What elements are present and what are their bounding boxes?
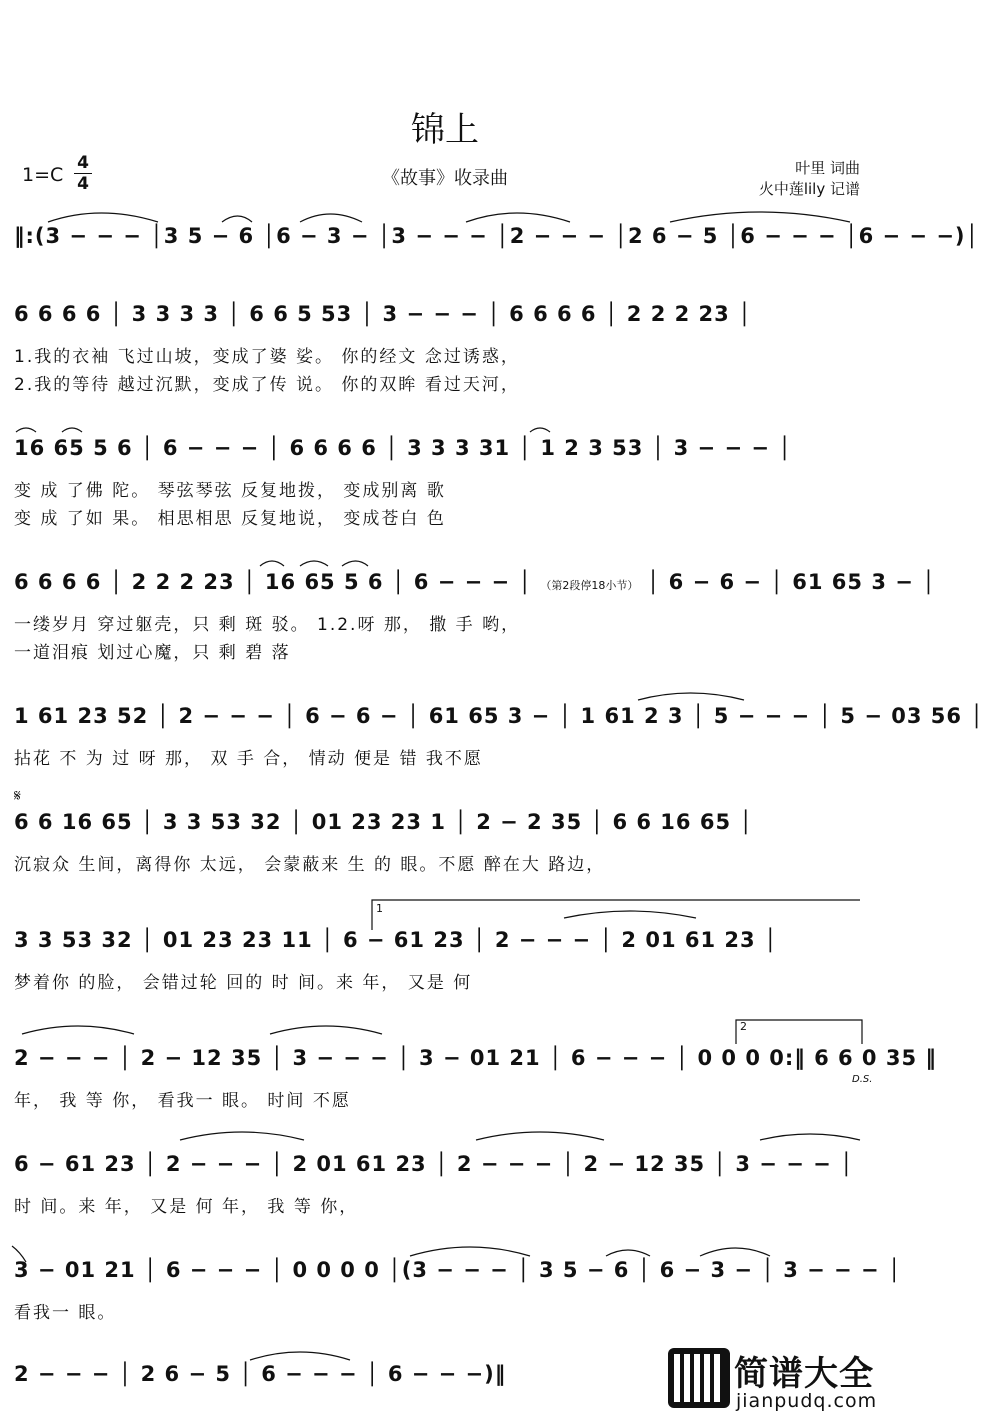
slur — [48, 213, 158, 222]
slur — [476, 1132, 604, 1140]
lyric-line-4b: 一道泪痕 划过心魔，只 剩 碧 落 — [14, 643, 291, 663]
score-line-5: 1 61 23 52 │ 2 − − − │ 6 − 6 − │ 61 65 3 − │ 1 61 2 3 │ 5 − − − │ 5 − 03 56 │ — [14, 704, 984, 728]
slur — [638, 693, 744, 700]
slur — [250, 1352, 350, 1360]
volta-2-label: 2 — [740, 1020, 747, 1033]
score-line-11: 2 − − − │ 2 6 − 5 │ 6 − − − │ 6 − − −)‖ — [14, 1362, 507, 1386]
score-line-3: 16 65 5 6 │ 6 − − − │ 6 6 6 6 │ 3 3 3 31 │ 1 2 3 53 │ 3 − − − │ — [14, 436, 792, 460]
score-line-4 — [14, 570, 936, 596]
credits — [759, 158, 860, 200]
slur — [16, 428, 36, 432]
slur — [270, 1026, 382, 1034]
slur — [564, 911, 696, 918]
watermark-name: 简谱大全 — [734, 1354, 874, 1394]
slur — [300, 214, 362, 222]
segno-mark: 𝄋 — [14, 786, 21, 805]
volta-2-bracket — [736, 1020, 862, 1044]
lyric-line-2b: 2.我的等待 越过沉默，变成了传 说。 你的双眸 看过天河， — [14, 375, 520, 395]
slur — [180, 1132, 304, 1140]
score-line-9: 6 − 61 23 │ 2 − − − │ 2 01 61 23 │ 2 − − − │ 2 − 12 35 │ 3 − − − │ — [14, 1152, 854, 1176]
slur — [466, 213, 570, 222]
volta-1-label: 1 — [376, 902, 383, 915]
score-line-8: 2 − − − │ 2 − 12 35 │ 3 − − − │ 3 − 01 21 │ 6 − − − │ 0 0 0 0:‖ 6 6 0 35 ‖ — [14, 1046, 937, 1070]
ds-mark: D.S. — [852, 1074, 873, 1085]
score-line-2: 6 6 6 6 │ 3 3 3 3 │ 6 6 5 53 │ 3 − − − │ 6 6 6 6 │ 2 2 2 23 │ — [14, 302, 752, 326]
meter-bottom: 4 — [77, 174, 89, 194]
slur — [62, 428, 82, 432]
score-line-7: 3 3 53 32 │ 01 23 23 11 │ 6 − 61 23 │ 2 − − − │ 2 01 61 23 │ — [14, 928, 778, 952]
score-line-6: 6 6 16 65 │ 3 3 53 32 │ 01 23 23 1 │ 2 − 2 35 │ 6 6 16 65 │ — [14, 810, 754, 834]
slur — [670, 212, 850, 222]
lyric-line-9: 时 间。来 年， 又是 何 年， 我 等 你， — [14, 1197, 359, 1217]
slur — [300, 561, 328, 566]
watermark-url: jianpudq.com — [736, 1390, 878, 1412]
transcriber-credit: 火中莲lily 记谱 — [758, 180, 860, 198]
slur — [410, 1247, 530, 1256]
volta-1-bracket — [372, 900, 860, 930]
lyric-line-5: 拈花 不 为 过 呀 那， 双 手 合， 情动 便是 错 我不愿 — [14, 749, 483, 769]
score-title: 锦上 — [411, 110, 479, 150]
piano-icon — [668, 1348, 730, 1408]
slur — [342, 561, 368, 566]
slur — [222, 216, 252, 222]
time-signature — [74, 154, 92, 193]
slur — [530, 428, 550, 432]
lyric-line-4a: 一缕岁月 穿过躯壳，只 剩 斑 驳。 1.2.呀 那， 撒 手 哟， — [14, 615, 521, 635]
lyric-line-7: 梦着你 的脸， 会错过轮 回的 时 间。来 年， 又是 何 — [14, 973, 473, 993]
score-line-1: ‖:(3 − − − │3 5 − 6 │6 − 3 − │3 − − − │2 − − − │2 6 − 5 │6 − − − │6 − − −)│ — [14, 224, 980, 248]
slur — [260, 561, 284, 566]
score-line-10: 3 − 01 21 │ 6 − − − │ 0 0 0 0 │(3 − − − │ 3 5 − 6 │ 6 − 3 − │ 3 − − − │ — [14, 1258, 902, 1282]
watermark-logo — [668, 1346, 888, 1412]
slur — [760, 1134, 860, 1140]
lyric-line-2a: 1.我的衣袖 飞过山坡，变成了婆 娑。 你的经文 念过诱惑， — [14, 347, 520, 367]
slur — [700, 1248, 770, 1256]
lyric-line-8: 年， 我 等 你， 看我一 眼。 时间 不愿 — [14, 1091, 351, 1111]
meter-top: 4 — [77, 153, 89, 173]
slur — [606, 1250, 650, 1256]
key-signature: 1=C — [22, 164, 64, 186]
score-subtitle: 《故事》收录曲 — [382, 168, 508, 189]
lyric-line-6: 沉寂众 生间，离得你 太远， 会蒙蔽来 生 的 眼。不愿 醉在大 路边， — [14, 855, 606, 875]
score-line-4-head: 6 6 6 6 │ 2 2 2 23 │ 16 65 5 6 │ 6 − − − │ — [14, 570, 533, 594]
lyric-line-10: 看我一 眼。 — [14, 1303, 117, 1323]
slur — [22, 1026, 134, 1034]
lyric-line-3b: 变 成 了如 果。 相思相思 反复地说， 变成苍白 色 — [14, 509, 446, 529]
lyricist-credit: 叶里 词曲 — [795, 159, 860, 177]
pause-note: （第2段停18小节） — [540, 579, 639, 592]
lyric-line-3a: 变 成 了佛 陀。 琴弦琴弦 反复地拨， 变成别离 歌 — [14, 481, 446, 501]
score-line-4-tail: │ 6 − 6 − │ 61 65 3 − │ — [646, 570, 936, 594]
